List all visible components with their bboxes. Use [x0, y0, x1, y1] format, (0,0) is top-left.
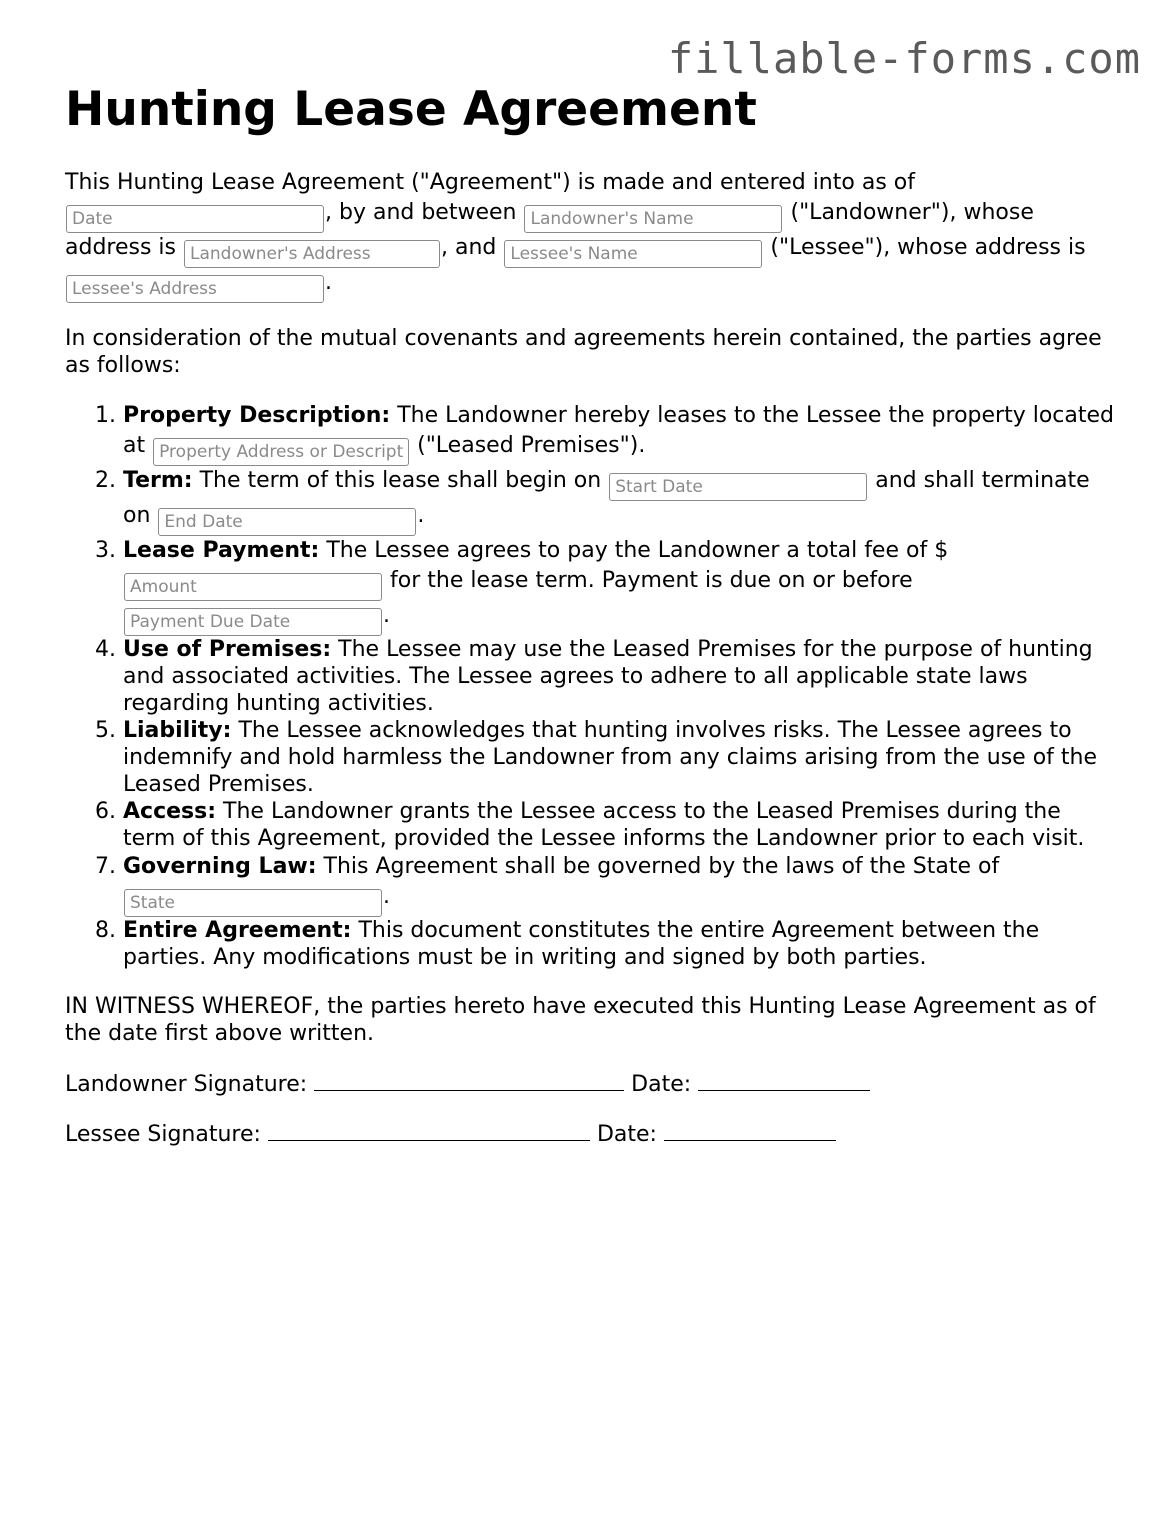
term-heading: Property Description:: [123, 403, 391, 428]
term-heading: Access:: [123, 799, 217, 824]
term-text: This Agreement shall be governed by the laws of the State of: [323, 854, 1000, 879]
term-text: The Lessee agrees to pay the Landowner a total fee of $: [326, 538, 949, 563]
term-lease-term: [123, 466, 1115, 536]
intro-text-5: ("Lessee"), whose address is: [770, 235, 1086, 260]
witness-paragraph: IN WITNESS WHEREOF, the parties hereto have executed this Hunting Lease Agreement as of the date first above written.: [65, 994, 1096, 1046]
term-text: for the lease term. Payment is due on or before: [390, 568, 913, 593]
term-text: The Landowner grants the Lessee access to the Leased Premises during the term of this Agreement, provided the Lessee informs the Landowner prior to each visit.: [123, 799, 1085, 851]
term-text: The Lessee acknowledges that hunting involves risks. The Lessee agrees to indemnify and hold harmless the Landowner from any claims arising from the use of the Leased Premises.: [123, 718, 1098, 797]
term-heading: Term:: [123, 468, 193, 493]
term-property-description: [123, 401, 1115, 466]
lessee-address-field[interactable]: [66, 275, 324, 303]
lessee-name-field[interactable]: [504, 240, 762, 268]
term-text: ("Leased Premises").: [417, 433, 646, 458]
terms-list: [65, 401, 1115, 971]
lessee-date-blank[interactable]: [664, 1122, 836, 1141]
lessee-signature-label: Lessee Signature:: [65, 1122, 261, 1147]
term-use-of-premises: [123, 636, 1115, 717]
term-text: This document constitutes the entire Agreement between the parties. Any modifications must be in writing and signed by both parties.: [123, 918, 1040, 970]
intro-text-2: , by and between: [325, 200, 517, 225]
page-title: Hunting Lease Agreement: [65, 82, 757, 137]
consideration-paragraph: In consideration of the mutual covenants and agreements herein contained, the parties agree as follows:: [65, 326, 1102, 378]
term-access: [123, 798, 1115, 852]
end-date-field[interactable]: [158, 508, 416, 536]
intro-text-4: , and: [441, 235, 497, 260]
term-heading: Governing Law:: [123, 854, 317, 879]
intro-text-3: ("Landowner"), whose address is: [65, 200, 1034, 260]
term-text: .: [383, 884, 390, 909]
landowner-date-label: Date:: [631, 1072, 692, 1097]
watermark: fillable-forms.com: [667, 34, 1141, 83]
landowner-signature-line: [65, 1071, 1115, 1098]
state-field[interactable]: [124, 889, 382, 917]
lessee-signature-blank[interactable]: [268, 1122, 590, 1141]
landowner-name-field[interactable]: [524, 205, 782, 233]
term-text: The term of this lease shall begin on: [199, 468, 602, 493]
intro-text-1: This Hunting Lease Agreement ("Agreement") is made and entered into as of: [65, 170, 915, 195]
term-entire-agreement: [123, 917, 1115, 971]
lessee-signature-line: [65, 1121, 1115, 1148]
intro-paragraph: [65, 168, 1115, 303]
lessee-date-label: Date:: [596, 1122, 657, 1147]
term-text: The Landowner hereby leases to the Lessee the property located at: [123, 403, 1114, 458]
agreement-body: [65, 168, 1115, 1171]
landowner-signature-blank[interactable]: [314, 1072, 624, 1091]
term-governing-law: [123, 852, 1115, 917]
amount-field[interactable]: [124, 573, 382, 601]
start-date-field[interactable]: [609, 473, 867, 501]
property-address-field[interactable]: [153, 438, 409, 466]
term-heading: Entire Agreement:: [123, 918, 352, 943]
term-heading: Liability:: [123, 718, 232, 743]
payment-due-date-field[interactable]: [124, 608, 382, 636]
term-liability: [123, 717, 1115, 798]
term-heading: Use of Premises:: [123, 637, 332, 662]
intro-text-6: .: [325, 270, 332, 295]
term-lease-payment: [123, 536, 1115, 636]
term-heading: Lease Payment:: [123, 538, 320, 563]
date-field[interactable]: [66, 205, 324, 233]
term-text: .: [383, 603, 390, 628]
term-text: The Lessee may use the Leased Premises for the purpose of hunting and associated activities. The Lessee agrees to adhere to all applicable state laws regarding hunting activities.: [123, 637, 1093, 716]
landowner-date-blank[interactable]: [698, 1072, 870, 1091]
landowner-address-field[interactable]: [184, 240, 440, 268]
landowner-signature-label: Landowner Signature:: [65, 1072, 308, 1097]
term-text: .: [417, 503, 425, 528]
term-text: and shall terminate on: [123, 468, 1090, 528]
